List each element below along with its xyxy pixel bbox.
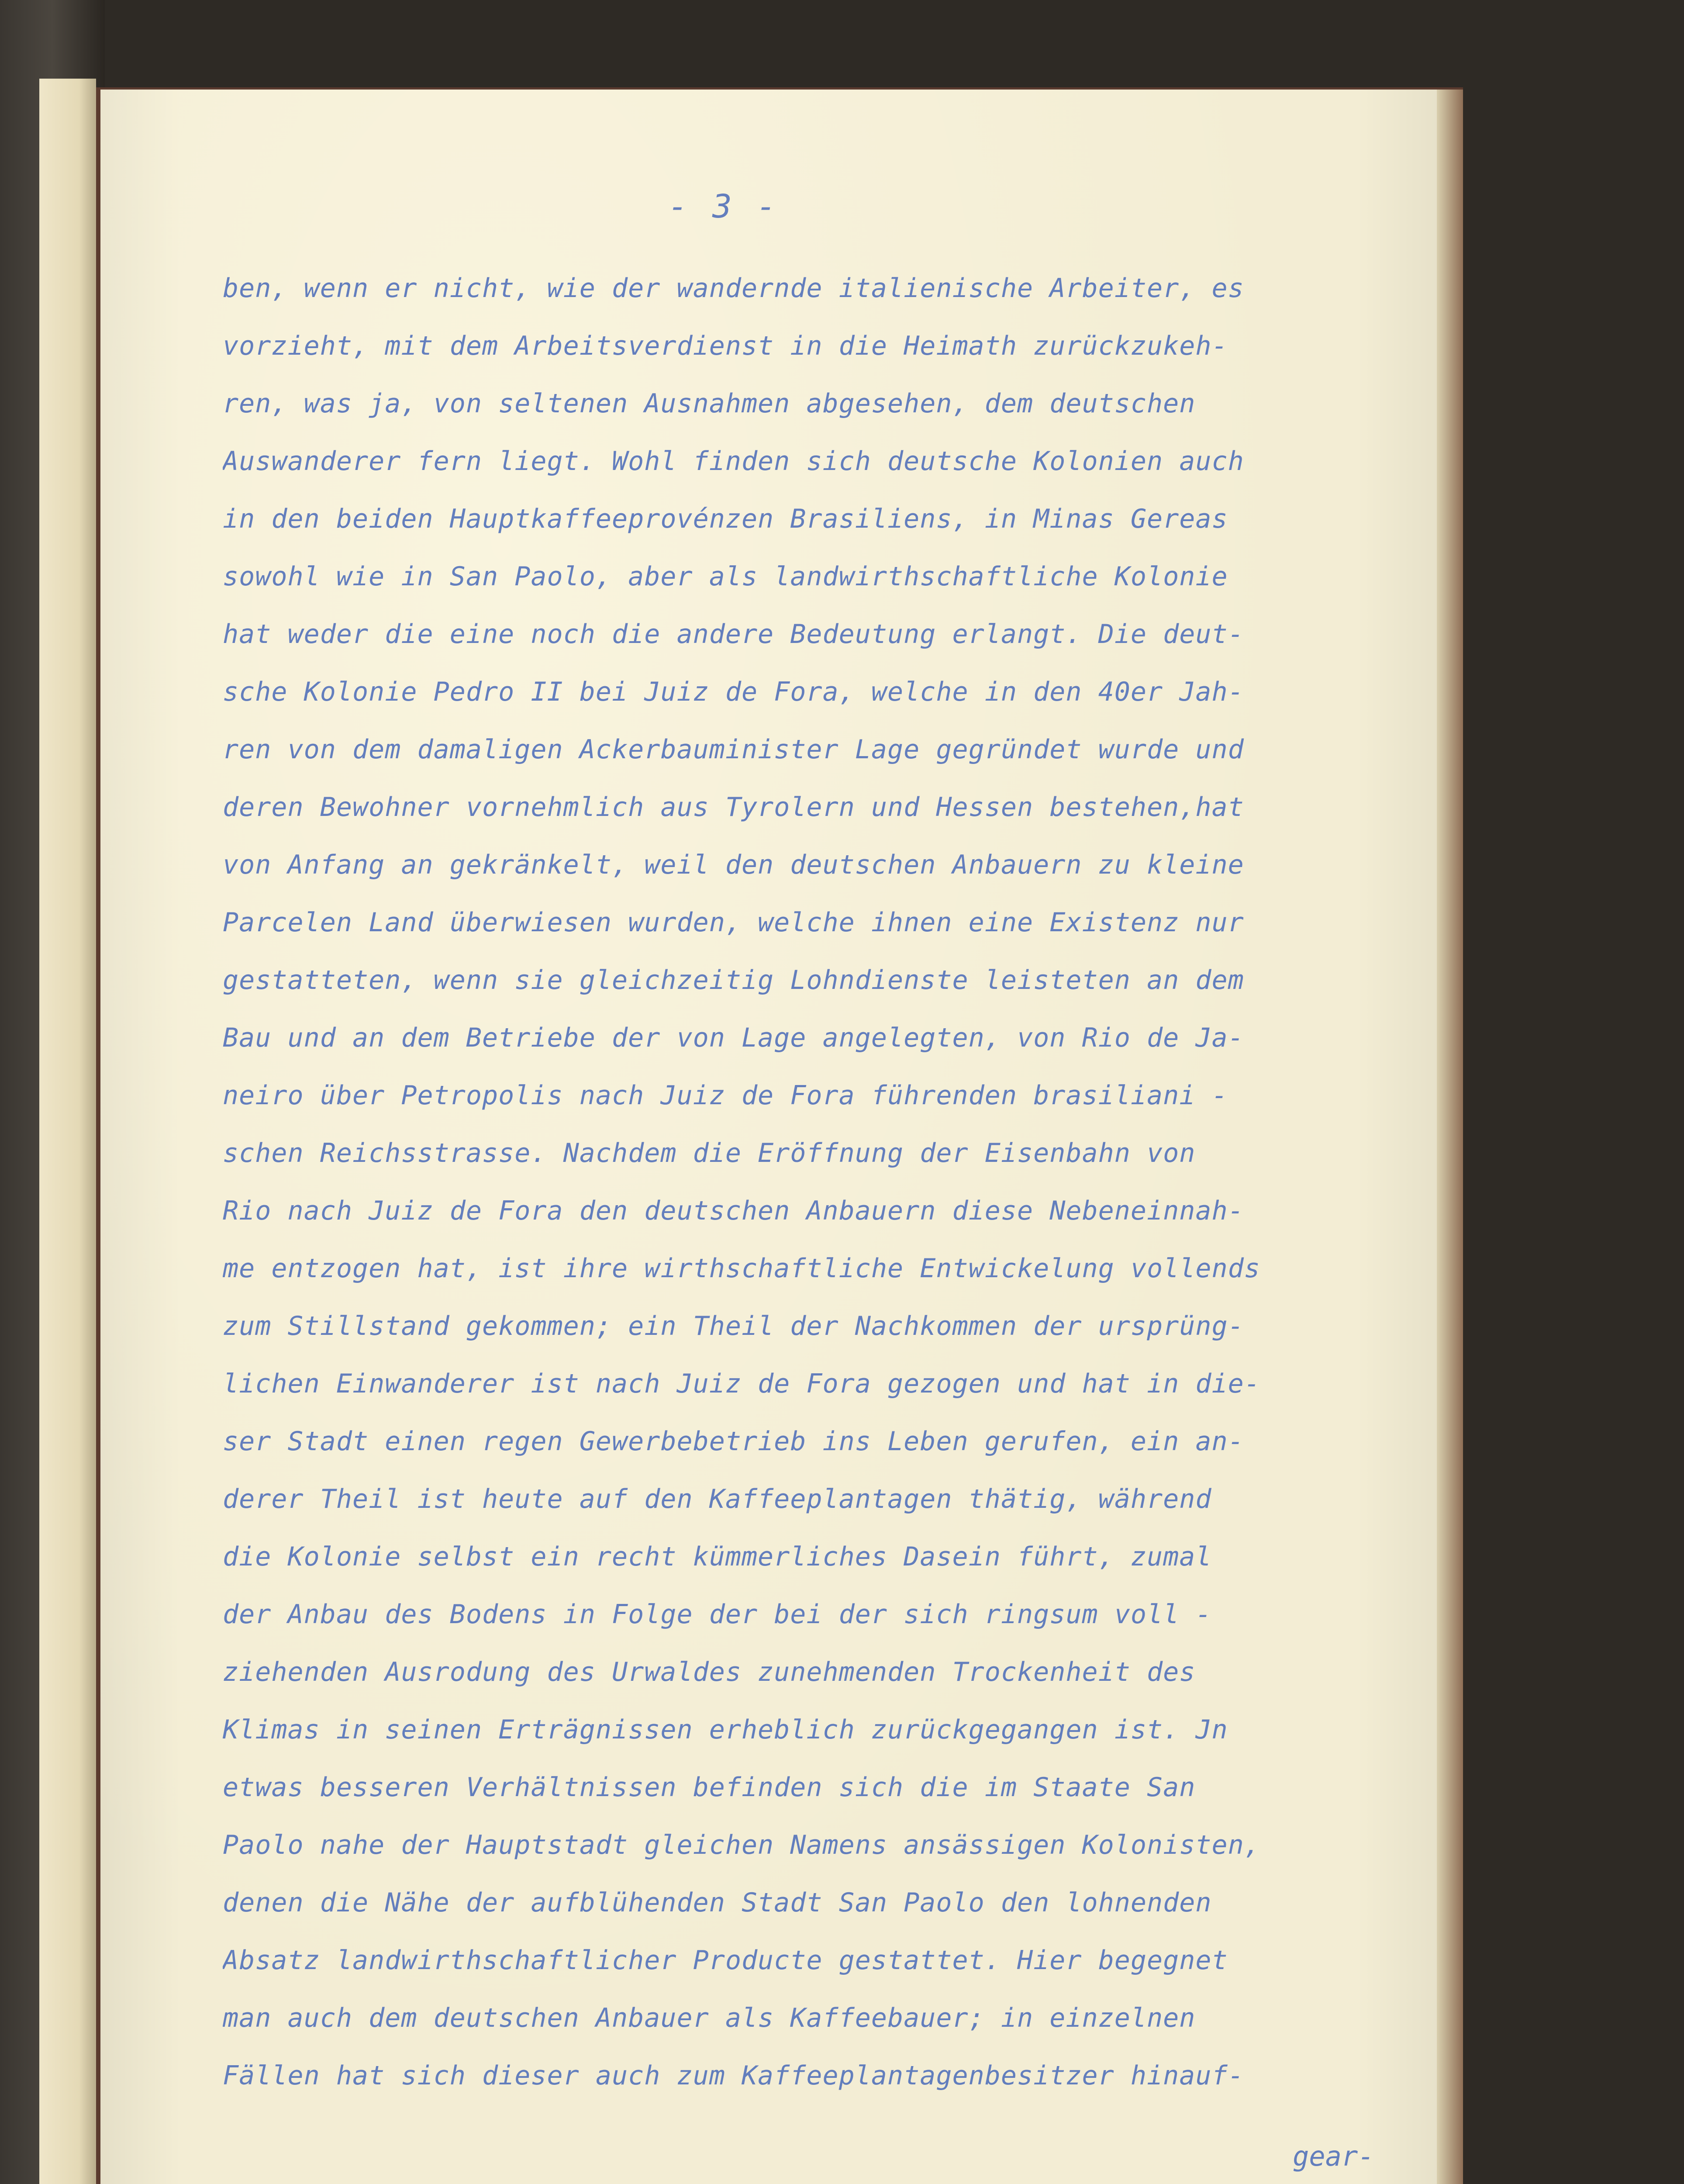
text-line: lichen Einwanderer ist nach Juiz de Fora gezogen und hat in die- xyxy=(223,1368,1260,1399)
text-line: Klimas in seinen Erträgnissen erheblich zurückgegangen ist. Jn xyxy=(223,1714,1228,1745)
right-page-edge xyxy=(1437,90,1463,2184)
left-page-edge xyxy=(39,79,96,2184)
text-line: hat weder die eine noch die andere Bedeutung erlangt. Die deut- xyxy=(223,619,1244,650)
text-line: derer Theil ist heute auf den Kaffeeplantagen thätig, während xyxy=(223,1484,1212,1514)
text-line: zum Stillstand gekommen; ein Theil der Nachkommen der ursprüng- xyxy=(223,1311,1244,1341)
text-line: deren Bewohner vornehmlich aus Tyrolern und Hessen bestehen,hat xyxy=(223,792,1244,822)
text-line: schen Reichsstrasse. Nachdem die Eröffnung der Eisenbahn von xyxy=(223,1138,1196,1168)
text-line: Fällen hat sich dieser auch zum Kaffeeplantagenbesitzer hinauf- xyxy=(223,2060,1244,2091)
text-line: vorzieht, mit dem Arbeitsverdienst in die Heimath zurückzukeh- xyxy=(223,331,1228,361)
text-line: ren, was ja, von seltenen Ausnahmen abgesehen, dem deutschen xyxy=(223,388,1196,419)
text-line: Rio nach Juiz de Fora den deutschen Anbauern diese Nebeneinnah- xyxy=(223,1196,1244,1226)
text-line: Parcelen Land überwiesen wurden, welche ihnen eine Existenz nur xyxy=(223,907,1244,938)
text-line: etwas besseren Verhältnissen befinden sich die im Staate San xyxy=(223,1772,1196,1803)
text-line: in den beiden Hauptkaffeeprovénzen Brasiliens, in Minas Gereas xyxy=(223,504,1228,534)
text-line: Bau und an dem Betriebe der von Lage angelegten, von Rio de Ja- xyxy=(223,1023,1244,1053)
body-text xyxy=(223,262,1376,2102)
text-line: neiro über Petropolis nach Juiz de Fora führenden brasiliani - xyxy=(223,1080,1228,1111)
text-line: sche Kolonie Pedro II bei Juiz de Fora, welche in den 40er Jah- xyxy=(223,677,1244,707)
text-line: ben, wenn er nicht, wie der wandernde italienische Arbeiter, es xyxy=(223,273,1244,304)
page-number: - 3 - xyxy=(668,188,779,225)
text-line: Auswanderer fern liegt. Wohl finden sich deutsche Kolonien auch xyxy=(223,446,1244,477)
text-line: denen die Nähe der aufblühenden Stadt San Paolo den lohnenden xyxy=(223,1887,1212,1918)
text-line: von Anfang an gekränkelt, weil den deutschen Anbauern zu kleine xyxy=(223,850,1244,880)
text-line: gestatteten, wenn sie gleichzeitig Lohndienste leisteten an dem xyxy=(223,965,1244,995)
catchword: gear- xyxy=(1293,2140,1374,2172)
text-line: ser Stadt einen regen Gewerbebetrieb ins Leben gerufen, ein an- xyxy=(223,1426,1244,1457)
text-line: man auch dem deutschen Anbauer als Kaffeebauer; in einzelnen xyxy=(223,2003,1196,2033)
text-line: ziehenden Ausrodung des Urwaldes zunehmenden Trockenheit des xyxy=(223,1657,1196,1687)
text-line: ren von dem damaligen Ackerbauminister Lage gegründet wurde und xyxy=(223,734,1244,765)
text-line: sowohl wie in San Paolo, aber als landwirthschaftliche Kolonie xyxy=(223,561,1228,592)
text-line: Absatz landwirthschaftlicher Producte gestattet. Hier begegnet xyxy=(223,1945,1228,1976)
text-line: der Anbau des Bodens in Folge der bei der sich ringsum voll - xyxy=(223,1599,1212,1630)
text-line: me entzogen hat, ist ihre wirthschaftliche Entwickelung vollends xyxy=(223,1253,1260,1284)
text-line: Paolo nahe der Hauptstadt gleichen Namens ansässigen Kolonisten, xyxy=(223,1830,1260,1860)
text-line: die Kolonie selbst ein recht kümmerliches Dasein führt, zumal xyxy=(223,1541,1212,1572)
